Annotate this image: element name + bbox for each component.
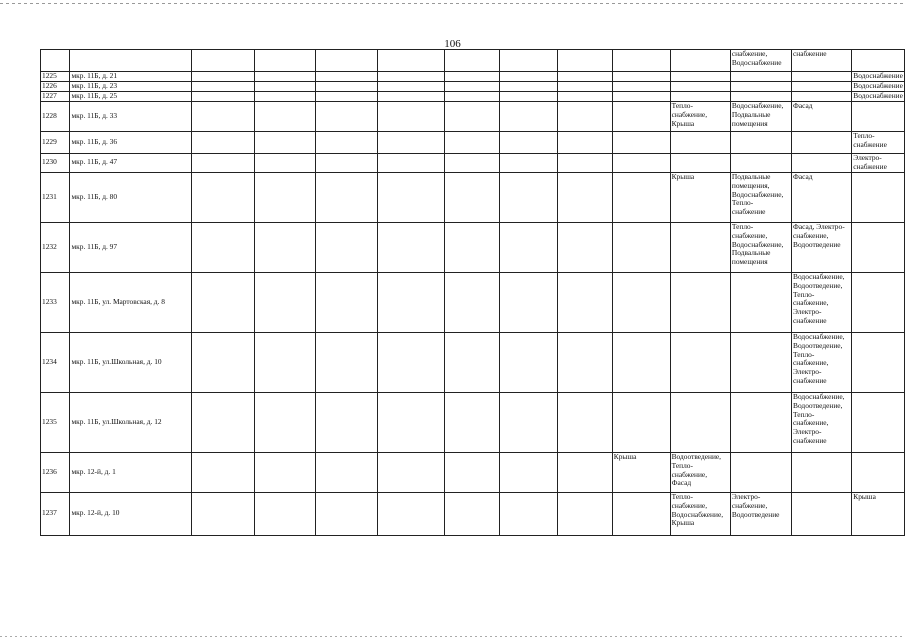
work-type-cell: [254, 82, 315, 92]
address-cell: мкр. 11Б, ул. Мартовская, д. 8: [70, 272, 192, 332]
work-type-cell: [445, 492, 500, 535]
work-type-cell: [316, 492, 377, 535]
work-type-cell: [612, 154, 670, 173]
work-type-cell: [377, 492, 445, 535]
work-type-cell: Электро- снабжение, Водоотведение: [730, 492, 791, 535]
work-type-cell: [852, 102, 905, 132]
work-type-cell: [192, 452, 254, 492]
work-type-cell: [730, 332, 791, 392]
work-type-cell: [254, 452, 315, 492]
work-type-cell: [558, 332, 612, 392]
work-type-cell: снабжение, Водоснабжение: [730, 50, 791, 72]
work-type-cell: [500, 392, 558, 452]
row-number-cell: 1228: [41, 102, 70, 132]
work-type-cell: [612, 272, 670, 332]
work-type-cell: [254, 102, 315, 132]
work-type-cell: [500, 492, 558, 535]
address-cell: мкр. 11Б, д. 36: [70, 132, 192, 154]
work-type-cell: [192, 222, 254, 272]
table-row: [41, 102, 905, 132]
work-type-cell: [670, 92, 730, 102]
work-type-cell: [316, 154, 377, 173]
work-type-cell: [445, 332, 500, 392]
work-type-cell: [792, 92, 852, 102]
address-cell: мкр. 11Б, д. 97: [70, 222, 192, 272]
row-number-cell: 1231: [41, 172, 70, 222]
address-cell: мкр. 11Б, д. 23: [70, 82, 192, 92]
table-row: [41, 72, 905, 82]
work-type-cell: [730, 132, 791, 154]
work-type-cell: [445, 272, 500, 332]
work-type-cell: [377, 332, 445, 392]
work-type-cell: [612, 492, 670, 535]
repair-schedule-table: [40, 49, 905, 536]
work-type-cell: [377, 222, 445, 272]
work-type-cell: [500, 332, 558, 392]
work-type-cell: [192, 172, 254, 222]
work-type-cell: [558, 154, 612, 173]
work-type-cell: [792, 132, 852, 154]
work-type-cell: [192, 72, 254, 82]
work-type-cell: [612, 222, 670, 272]
work-type-cell: [192, 92, 254, 102]
work-type-cell: Водоснабжение: [853, 81, 903, 90]
work-type-cell: [558, 392, 612, 452]
table-row: [41, 82, 905, 92]
work-type-cell: [852, 332, 905, 392]
row-number-cell: 1230: [41, 154, 70, 173]
work-type-cell: [612, 132, 670, 154]
work-type-cell: Крыша: [852, 492, 905, 535]
work-type-cell: [558, 132, 612, 154]
row-number-cell: 1233: [41, 272, 70, 332]
work-type-cell: [500, 102, 558, 132]
work-type-cell: [670, 132, 730, 154]
address-cell: мкр. 11Б, д. 25: [70, 92, 192, 102]
row-number-cell: 1234: [41, 332, 70, 392]
work-type-cell: [377, 102, 445, 132]
work-type-cell: [792, 452, 852, 492]
work-type-cell: [852, 172, 905, 222]
work-type-cell: [192, 82, 254, 92]
address-cell: мкр. 12-й, д. 1: [70, 452, 192, 492]
work-type-cell: Водоснабжение, Водоотведение, Тепло- снабжение, Электро- снабжение: [792, 272, 852, 332]
row-number-cell: 1225: [41, 72, 70, 82]
table-row: [41, 222, 905, 272]
work-type-cell: [445, 102, 500, 132]
work-type-cell: [445, 172, 500, 222]
work-type-cell: Электро- снабжение: [852, 154, 905, 173]
work-type-cell: Подвальные помещения, Водоснабжение, Тепло- снабжение: [730, 172, 791, 222]
work-type-cell: [730, 154, 791, 173]
work-type-cell: [670, 154, 730, 173]
work-type-cell: [316, 102, 377, 132]
work-type-cell: [445, 50, 500, 72]
work-type-cell: Крыша: [612, 452, 670, 492]
work-type-cell: [316, 272, 377, 332]
work-type-cell: Водоснабжение, Водоотведение, Тепло- снабжение, Электро- снабжение: [792, 332, 852, 392]
work-type-cell: [254, 72, 315, 82]
work-type-cell: [558, 102, 612, 132]
work-type-cell: [445, 222, 500, 272]
work-type-cell: [730, 82, 791, 92]
row-number-cell: 1237: [41, 492, 70, 535]
work-type-cell: [558, 222, 612, 272]
work-type-cell: [377, 50, 445, 72]
work-type-cell: [500, 50, 558, 72]
table-row: [41, 172, 905, 222]
work-type-cell: [192, 492, 254, 535]
work-type-cell: [500, 154, 558, 173]
work-type-cell: [558, 50, 612, 72]
work-type-cell: [445, 154, 500, 173]
work-type-cell: [558, 92, 612, 102]
work-type-cell: [558, 272, 612, 332]
work-type-cell: [445, 82, 500, 92]
work-type-cell: Водоотведение, Тепло- снабжение, Фасад: [670, 452, 730, 492]
work-type-cell: [192, 332, 254, 392]
work-type-cell: [192, 272, 254, 332]
row-number-cell: 1235: [41, 392, 70, 452]
work-type-cell: Фасад: [792, 102, 852, 132]
work-type-cell: [445, 392, 500, 452]
work-type-cell: [377, 172, 445, 222]
work-type-cell: [254, 50, 315, 72]
table-row: [41, 50, 905, 72]
work-type-cell: [670, 272, 730, 332]
work-type-cell: [852, 272, 905, 332]
work-type-cell: [558, 492, 612, 535]
work-type-cell: [792, 492, 852, 535]
work-type-cell: [316, 172, 377, 222]
work-type-cell: [730, 92, 791, 102]
work-type-cell: [730, 72, 791, 82]
work-type-cell: [500, 452, 558, 492]
work-type-cell: Тепло- снабжение: [852, 132, 905, 154]
address-cell: мкр. 11Б, ул.Школьная, д. 12: [70, 392, 192, 452]
work-type-cell: [377, 392, 445, 452]
work-type-cell: [730, 272, 791, 332]
work-type-cell: Водоснабжение: [853, 71, 903, 80]
row-number-cell: 1227: [41, 92, 70, 102]
work-type-cell: [377, 272, 445, 332]
work-type-cell: [445, 72, 500, 82]
work-type-cell: [316, 72, 377, 82]
work-type-cell: [254, 272, 315, 332]
work-type-cell: [612, 50, 670, 72]
work-type-cell: [500, 92, 558, 102]
work-type-cell: [612, 92, 670, 102]
row-number-cell: 1236: [41, 452, 70, 492]
table-row: [41, 272, 905, 332]
work-type-cell: [852, 222, 905, 272]
work-type-cell: [316, 50, 377, 72]
address-cell: мкр. 11Б, д. 47: [70, 154, 192, 173]
work-type-cell: Фасад: [792, 172, 852, 222]
work-type-cell: [377, 72, 445, 82]
table-row: [41, 332, 905, 392]
scan-edge-bottom: [0, 636, 905, 637]
work-type-cell: [852, 392, 905, 452]
work-type-cell: [612, 72, 670, 82]
work-type-cell: [192, 132, 254, 154]
table-row: [41, 392, 905, 452]
work-type-cell: [730, 452, 791, 492]
work-type-cell: [254, 154, 315, 173]
work-type-cell: [500, 82, 558, 92]
address-cell: мкр. 11Б, ул.Школьная, д. 10: [70, 332, 192, 392]
work-type-cell: [852, 452, 905, 492]
address-cell: [70, 50, 192, 72]
work-type-cell: Тепло- снабжение, Крыша: [670, 102, 730, 132]
work-type-cell: [254, 392, 315, 452]
work-type-cell: [670, 72, 730, 82]
work-type-cell: [612, 102, 670, 132]
row-number-cell: [41, 50, 70, 72]
work-type-cell: [377, 154, 445, 173]
address-cell: мкр. 11Б, д. 21: [70, 72, 192, 82]
work-type-cell: [192, 392, 254, 452]
work-type-cell: [377, 452, 445, 492]
work-type-cell: [254, 332, 315, 392]
work-type-cell: [730, 392, 791, 452]
work-type-cell: [500, 132, 558, 154]
work-type-cell: [852, 50, 905, 72]
work-type-cell: [192, 50, 254, 72]
work-type-cell: [558, 452, 612, 492]
table-row: [41, 452, 905, 492]
address-cell: мкр. 11Б, д. 80: [70, 172, 192, 222]
row-number-cell: 1226: [41, 82, 70, 92]
address-cell: мкр. 11Б, д. 33: [70, 102, 192, 132]
page-number: 106: [444, 38, 461, 50]
work-type-cell: [670, 50, 730, 72]
work-type-cell: снабжение: [792, 50, 852, 72]
work-type-cell: [445, 92, 500, 102]
work-type-cell: [445, 452, 500, 492]
work-type-cell: Крыша: [670, 172, 730, 222]
work-type-cell: [792, 154, 852, 173]
work-type-cell: Водоснабжение, Подвальные помещения: [730, 102, 791, 132]
row-number-cell: 1232: [41, 222, 70, 272]
work-type-cell: [377, 132, 445, 154]
work-type-cell: [612, 172, 670, 222]
work-type-cell: [316, 222, 377, 272]
work-type-cell: [316, 452, 377, 492]
work-type-cell: [792, 82, 852, 92]
row-number-cell: 1229: [41, 132, 70, 154]
work-type-cell: [254, 492, 315, 535]
work-type-cell: Тепло- снабжение, Водоснабжение, Крыша: [670, 492, 730, 535]
work-type-cell: [792, 72, 852, 82]
work-type-cell: [558, 72, 612, 82]
work-type-cell: [670, 222, 730, 272]
work-type-cell: [500, 72, 558, 82]
scan-edge-top: [0, 3, 905, 4]
work-type-cell: [192, 102, 254, 132]
work-type-cell: Водоснабжение: [853, 91, 903, 100]
work-type-cell: Тепло- снабжение, Водоснабжение, Подвальные помещения: [730, 222, 791, 272]
work-type-cell: [670, 82, 730, 92]
work-type-cell: [377, 82, 445, 92]
work-type-cell: [558, 172, 612, 222]
work-type-cell: [254, 172, 315, 222]
work-type-cell: [612, 82, 670, 92]
work-type-cell: [500, 272, 558, 332]
work-type-cell: [670, 332, 730, 392]
table-row: [41, 132, 905, 154]
work-type-cell: [254, 92, 315, 102]
work-type-cell: [670, 392, 730, 452]
work-type-cell: Фасад, Электро- снабжение, Водоотведение: [792, 222, 852, 272]
work-type-cell: [612, 332, 670, 392]
work-type-cell: [316, 92, 377, 102]
work-type-cell: [316, 332, 377, 392]
work-type-cell: [500, 172, 558, 222]
work-type-cell: [445, 132, 500, 154]
work-type-cell: [316, 132, 377, 154]
table-row: [41, 154, 905, 173]
work-type-cell: [500, 222, 558, 272]
work-type-cell: [612, 392, 670, 452]
work-type-cell: [316, 392, 377, 452]
work-type-cell: [377, 92, 445, 102]
work-type-cell: [316, 82, 377, 92]
work-type-cell: [558, 82, 612, 92]
table-row: [41, 492, 905, 535]
address-cell: мкр. 12-й, д. 10: [70, 492, 192, 535]
work-type-cell: [192, 154, 254, 173]
work-type-cell: [254, 222, 315, 272]
table-row: [41, 92, 905, 102]
work-type-cell: [254, 132, 315, 154]
work-type-cell: Водоснабжение, Водоотведение, Тепло- снабжение, Электро- снабжение: [792, 392, 852, 452]
